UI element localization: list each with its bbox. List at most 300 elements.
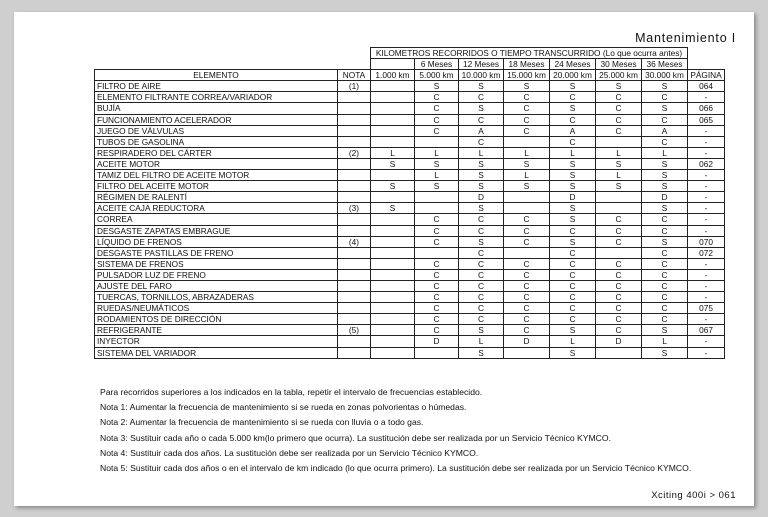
interval-cell: S xyxy=(642,181,688,192)
month-header: 36 Meses xyxy=(642,59,688,70)
note-cell xyxy=(338,114,371,125)
note-cell xyxy=(338,336,371,347)
interval-cell: L xyxy=(596,147,642,158)
interval-cell: C xyxy=(642,136,688,147)
section-title: Mantenimiento I xyxy=(635,31,736,45)
note-cell xyxy=(338,181,371,192)
interval-cell: S xyxy=(504,81,550,92)
page-cell: 075 xyxy=(688,303,725,314)
interval-cell: L xyxy=(371,147,415,158)
interval-cell xyxy=(415,203,459,214)
note-cell xyxy=(338,303,371,314)
table-row xyxy=(95,325,725,336)
interval-cell: S xyxy=(642,325,688,336)
interval-cell: S xyxy=(642,203,688,214)
note-cell xyxy=(338,258,371,269)
header-row-span xyxy=(95,48,725,59)
interval-cell xyxy=(371,214,415,225)
interval-cell: C xyxy=(504,103,550,114)
table-row xyxy=(95,192,725,203)
page-cell: 066 xyxy=(688,103,725,114)
element-cell: RÉGIMEN DE RALENTÍ xyxy=(95,192,338,203)
element-cell: TAMIZ DEL FILTRO DE ACEITE MOTOR xyxy=(95,170,338,181)
interval-cell: D xyxy=(642,192,688,203)
interval-cell: S xyxy=(504,158,550,169)
interval-cell: C xyxy=(642,258,688,269)
page-cell: - xyxy=(688,269,725,280)
interval-cell: L xyxy=(415,147,459,158)
element-cell: TUERCAS, TORNILLOS, ABRAZADERAS xyxy=(95,292,338,303)
interval-cell: C xyxy=(550,136,596,147)
interval-cell: S xyxy=(550,325,596,336)
note-cell xyxy=(338,192,371,203)
note-cell xyxy=(338,314,371,325)
interval-cell: S xyxy=(371,203,415,214)
interval-cell xyxy=(371,125,415,136)
element-cell: RUEDAS/NEUMÁTICOS xyxy=(95,303,338,314)
interval-cell xyxy=(596,192,642,203)
interval-cell xyxy=(596,136,642,147)
page-cell: - xyxy=(688,347,725,358)
month-header: 30 Meses xyxy=(596,59,642,70)
interval-cell: C xyxy=(504,258,550,269)
page-cell: - xyxy=(688,147,725,158)
interval-cell: C xyxy=(596,125,642,136)
interval-cell: C xyxy=(550,292,596,303)
interval-cell xyxy=(596,203,642,214)
interval-cell: C xyxy=(415,114,459,125)
interval-cell: C xyxy=(596,292,642,303)
interval-cell: S xyxy=(550,236,596,247)
interval-cell xyxy=(371,314,415,325)
interval-cell: C xyxy=(642,114,688,125)
table-row xyxy=(95,336,725,347)
interval-cell: S xyxy=(596,81,642,92)
interval-cell: C xyxy=(504,92,550,103)
page-cell: - xyxy=(688,225,725,236)
element-cell: REFRIGERANTE xyxy=(95,325,338,336)
interval-cell xyxy=(415,192,459,203)
page-column-header: PÁGINA xyxy=(688,70,725,81)
note-line: Nota 5: Sustituir cada dos años o en el intervalo de km indicado (lo que ocurra primero). La sustitución debe ser realizada por un Servicio Técnico KYMCO. xyxy=(100,463,692,474)
interval-cell: A xyxy=(642,125,688,136)
interval-cell: C xyxy=(415,325,459,336)
interval-cell: C xyxy=(459,303,504,314)
interval-cell: L xyxy=(550,336,596,347)
interval-cell: C xyxy=(459,247,504,258)
note-cell xyxy=(338,225,371,236)
interval-cell: C xyxy=(642,314,688,325)
interval-cell xyxy=(371,303,415,314)
interval-cell: C xyxy=(504,314,550,325)
interval-cell: S xyxy=(550,214,596,225)
interval-cell: S xyxy=(550,81,596,92)
interval-cell xyxy=(504,192,550,203)
interval-cell: A xyxy=(550,125,596,136)
element-cell: CORREA xyxy=(95,214,338,225)
interval-cell xyxy=(504,136,550,147)
interval-cell: C xyxy=(459,92,504,103)
interval-cell: S xyxy=(371,158,415,169)
note-cell xyxy=(338,214,371,225)
interval-cell: S xyxy=(550,203,596,214)
element-cell: JUEGO DE VÁLVULAS xyxy=(95,125,338,136)
note-cell: (4) xyxy=(338,236,371,247)
interval-cell xyxy=(371,258,415,269)
table-row xyxy=(95,303,725,314)
interval-cell xyxy=(504,247,550,258)
interval-cell: C xyxy=(415,103,459,114)
page-cell: 062 xyxy=(688,158,725,169)
interval-cell xyxy=(371,247,415,258)
interval-cell: C xyxy=(550,258,596,269)
page-cell: 067 xyxy=(688,325,725,336)
page-cell: - xyxy=(688,170,725,181)
page-cell: - xyxy=(688,181,725,192)
element-cell: TUBOS DE GASOLINA xyxy=(95,136,338,147)
interval-cell xyxy=(371,192,415,203)
element-cell: AJUSTE DEL FARO xyxy=(95,280,338,291)
interval-cell: C xyxy=(504,325,550,336)
interval-cell: S xyxy=(415,181,459,192)
interval-cell: C xyxy=(415,280,459,291)
interval-cell: C xyxy=(504,236,550,247)
month-header: 24 Meses xyxy=(550,59,596,70)
interval-cell: S xyxy=(550,103,596,114)
note-cell xyxy=(338,125,371,136)
interval-cell: D xyxy=(459,192,504,203)
note-cell xyxy=(338,92,371,103)
element-cell: LÍQUIDO DE FRENOS xyxy=(95,236,338,247)
table-row xyxy=(95,103,725,114)
interval-cell: C xyxy=(596,103,642,114)
interval-cell: D xyxy=(550,192,596,203)
interval-cell: C xyxy=(459,292,504,303)
interval-cell: C xyxy=(596,114,642,125)
month-header: 18 Meses xyxy=(504,59,550,70)
interval-cell: C xyxy=(415,236,459,247)
table-row xyxy=(95,292,725,303)
table-row xyxy=(95,258,725,269)
note-cell: (2) xyxy=(338,147,371,158)
table-row xyxy=(95,158,725,169)
month-header: 6 Meses xyxy=(415,59,459,70)
interval-cell: L xyxy=(596,170,642,181)
interval-cell xyxy=(371,325,415,336)
interval-cell xyxy=(371,336,415,347)
note-line: Nota 1: Aumentar la frecuencia de mantenimiento si se rueda en zonas polvorientas o húmedas. xyxy=(100,402,467,413)
interval-cell: C xyxy=(504,269,550,280)
interval-cell: L xyxy=(415,170,459,181)
interval-cell: L xyxy=(504,147,550,158)
interval-cell: L xyxy=(550,147,596,158)
note-cell xyxy=(338,136,371,147)
interval-cell: C xyxy=(459,225,504,236)
interval-cell xyxy=(371,225,415,236)
page-cell: - xyxy=(688,203,725,214)
interval-cell: C xyxy=(550,303,596,314)
month-header xyxy=(371,59,415,70)
interval-cell xyxy=(371,103,415,114)
note-cell: (3) xyxy=(338,203,371,214)
interval-cell: C xyxy=(596,325,642,336)
interval-cell: C xyxy=(550,314,596,325)
element-cell: RESPIRADERO DEL CÁRTER xyxy=(95,147,338,158)
interval-cell: S xyxy=(550,181,596,192)
interval-cell: S xyxy=(550,347,596,358)
interval-cell: L xyxy=(504,170,550,181)
interval-cell: L xyxy=(642,336,688,347)
interval-cell: C xyxy=(642,214,688,225)
interval-cell: C xyxy=(596,269,642,280)
interval-cell xyxy=(371,136,415,147)
interval-cell: S xyxy=(459,170,504,181)
interval-cell: C xyxy=(642,280,688,291)
note-cell xyxy=(338,269,371,280)
table-row xyxy=(95,225,725,236)
interval-cell xyxy=(371,236,415,247)
page-cell: - xyxy=(688,292,725,303)
interval-cell: C xyxy=(415,214,459,225)
interval-cell: S xyxy=(459,236,504,247)
interval-cell: C xyxy=(504,292,550,303)
table-row xyxy=(95,247,725,258)
interval-cell: S xyxy=(371,181,415,192)
page-cell: 070 xyxy=(688,236,725,247)
page-cell: - xyxy=(688,314,725,325)
km-header: 1.000 km xyxy=(371,70,415,81)
interval-cell: D xyxy=(504,336,550,347)
table-row xyxy=(95,125,725,136)
interval-cell: C xyxy=(504,303,550,314)
interval-cell: C xyxy=(459,114,504,125)
note-cell: (5) xyxy=(338,325,371,336)
interval-cell: S xyxy=(459,325,504,336)
interval-cell: C xyxy=(504,214,550,225)
manual-page xyxy=(14,12,754,506)
note-cell xyxy=(338,292,371,303)
table-row xyxy=(95,81,725,92)
maintenance-rows xyxy=(95,81,725,358)
interval-cell: S xyxy=(596,158,642,169)
interval-cell: C xyxy=(415,225,459,236)
interval-cell: C xyxy=(550,114,596,125)
interval-cell: C xyxy=(642,292,688,303)
element-cell: FUNCIONAMIENTO ACELERADOR xyxy=(95,114,338,125)
interval-cell xyxy=(371,280,415,291)
interval-cell: C xyxy=(459,258,504,269)
element-cell: SISTEMA DE FRENOS xyxy=(95,258,338,269)
page-cell: - xyxy=(688,192,725,203)
element-cell: FILTRO DE AIRE xyxy=(95,81,338,92)
interval-cell: C xyxy=(596,214,642,225)
interval-cell xyxy=(596,347,642,358)
interval-cell: S xyxy=(642,103,688,114)
interval-cell xyxy=(415,247,459,258)
page-cell: 064 xyxy=(688,81,725,92)
interval-cell xyxy=(371,170,415,181)
interval-cell: S xyxy=(459,203,504,214)
element-cell: PULSADOR LUZ DE FRENO xyxy=(95,269,338,280)
interval-cell: S xyxy=(642,81,688,92)
table-row xyxy=(95,236,725,247)
page-cell: - xyxy=(688,214,725,225)
page-footer: Xciting 400i > 061 xyxy=(651,490,736,501)
interval-span-header: KILOMETROS RECORRIDOS O TIEMPO TRANSCURRIDO (Lo que ocurra antes) xyxy=(371,48,688,59)
interval-cell: C xyxy=(550,269,596,280)
page-cell: - xyxy=(688,336,725,347)
note-cell: (1) xyxy=(338,81,371,92)
interval-cell: C xyxy=(596,303,642,314)
interval-cell xyxy=(371,269,415,280)
interval-cell: C xyxy=(415,258,459,269)
note-cell xyxy=(338,103,371,114)
interval-cell: S xyxy=(459,103,504,114)
element-cell: BUJÍA xyxy=(95,103,338,114)
table-row xyxy=(95,181,725,192)
interval-cell: S xyxy=(596,181,642,192)
km-header: 5.000 km xyxy=(415,70,459,81)
interval-cell: S xyxy=(415,81,459,92)
interval-cell: S xyxy=(642,158,688,169)
table-row xyxy=(95,314,725,325)
interval-cell: C xyxy=(415,92,459,103)
interval-cell: S xyxy=(459,158,504,169)
notes-block xyxy=(100,385,691,476)
element-cell: RODAMIENTOS DE DIRECCIÓN xyxy=(95,314,338,325)
element-column-header: ELEMENTO xyxy=(95,70,338,81)
page-cell: - xyxy=(688,136,725,147)
interval-cell: C xyxy=(642,92,688,103)
interval-cell: C xyxy=(504,280,550,291)
interval-cell: C xyxy=(415,314,459,325)
page-cell: 072 xyxy=(688,247,725,258)
table-row xyxy=(95,114,725,125)
interval-cell: C xyxy=(504,225,550,236)
interval-cell: C xyxy=(459,280,504,291)
page-cell: - xyxy=(688,92,725,103)
table-row xyxy=(95,170,725,181)
interval-cell: S xyxy=(550,170,596,181)
interval-cell: C xyxy=(459,314,504,325)
interval-cell: C xyxy=(415,292,459,303)
table-row xyxy=(95,92,725,103)
interval-cell: S xyxy=(459,181,504,192)
interval-cell: C xyxy=(550,280,596,291)
interval-cell: C xyxy=(596,236,642,247)
table-row xyxy=(95,136,725,147)
element-cell: INYECTOR xyxy=(95,336,338,347)
interval-cell: S xyxy=(642,236,688,247)
interval-cell: C xyxy=(415,303,459,314)
note-column-header: NOTA xyxy=(338,70,371,81)
interval-cell: S xyxy=(642,170,688,181)
month-header: 12 Meses xyxy=(459,59,504,70)
table-row xyxy=(95,280,725,291)
note-line: Nota 4: Sustituir cada dos años. La sustitución debe ser realizada por un Servicio Técnico KYMCO. xyxy=(100,447,479,458)
interval-cell: L xyxy=(459,336,504,347)
interval-cell xyxy=(596,247,642,258)
interval-cell: S xyxy=(550,158,596,169)
interval-cell xyxy=(371,292,415,303)
km-header: 30.000 km xyxy=(642,70,688,81)
table-row xyxy=(95,269,725,280)
interval-cell: C xyxy=(459,214,504,225)
interval-cell: C xyxy=(550,225,596,236)
interval-cell: C xyxy=(642,247,688,258)
interval-cell: C xyxy=(642,225,688,236)
note-cell xyxy=(338,247,371,258)
interval-cell xyxy=(504,347,550,358)
interval-cell xyxy=(415,347,459,358)
interval-cell: A xyxy=(459,125,504,136)
interval-cell: C xyxy=(596,314,642,325)
interval-cell: L xyxy=(459,147,504,158)
table-row xyxy=(95,147,725,158)
interval-cell: L xyxy=(642,147,688,158)
interval-cell: C xyxy=(596,258,642,269)
interval-cell: S xyxy=(504,181,550,192)
interval-cell: C xyxy=(596,280,642,291)
note-cell xyxy=(338,158,371,169)
element-cell: ACEITE MOTOR xyxy=(95,158,338,169)
km-header: 10.000 km xyxy=(459,70,504,81)
km-header: 20.000 km xyxy=(550,70,596,81)
interval-cell: S xyxy=(415,158,459,169)
interval-cell: D xyxy=(596,336,642,347)
interval-cell xyxy=(504,203,550,214)
note-cell xyxy=(338,170,371,181)
interval-cell: S xyxy=(642,347,688,358)
element-cell: ACEITE CAJA REDUCTORA xyxy=(95,203,338,214)
km-header: 25.000 km xyxy=(596,70,642,81)
maintenance-table xyxy=(94,47,725,359)
interval-cell: C xyxy=(459,136,504,147)
page-cell: - xyxy=(688,280,725,291)
table-row xyxy=(95,203,725,214)
interval-cell: C xyxy=(596,92,642,103)
interval-cell xyxy=(371,81,415,92)
interval-cell: C xyxy=(415,269,459,280)
element-cell: DESGASTE PASTILLAS DE FRENO xyxy=(95,247,338,258)
note-line: Para recorridos superiores a los indicados en la tabla, repetir el intervalo de frecuencias establecido. xyxy=(100,387,483,397)
interval-cell: S xyxy=(459,347,504,358)
interval-cell xyxy=(415,136,459,147)
note-cell xyxy=(338,280,371,291)
interval-cell: C xyxy=(550,92,596,103)
interval-cell: C xyxy=(459,269,504,280)
table-row xyxy=(95,347,725,358)
page-cell: 065 xyxy=(688,114,725,125)
element-cell: FILTRO DEL ACEITE MOTOR xyxy=(95,181,338,192)
interval-cell: C xyxy=(550,247,596,258)
element-cell: ELEMENTO FILTRANTE CORREA/VARIADOR xyxy=(95,92,338,103)
interval-cell: C xyxy=(642,303,688,314)
interval-cell: C xyxy=(504,114,550,125)
interval-cell xyxy=(371,347,415,358)
interval-cell xyxy=(371,92,415,103)
interval-cell: C xyxy=(415,125,459,136)
interval-cell: C xyxy=(504,125,550,136)
km-header: 15.000 km xyxy=(504,70,550,81)
element-cell: SISTEMA DEL VARIADOR xyxy=(95,347,338,358)
header-row-km xyxy=(95,70,725,81)
table-row xyxy=(95,214,725,225)
interval-cell: S xyxy=(459,81,504,92)
interval-cell: C xyxy=(642,269,688,280)
page-cell: - xyxy=(688,258,725,269)
page-cell: - xyxy=(688,125,725,136)
